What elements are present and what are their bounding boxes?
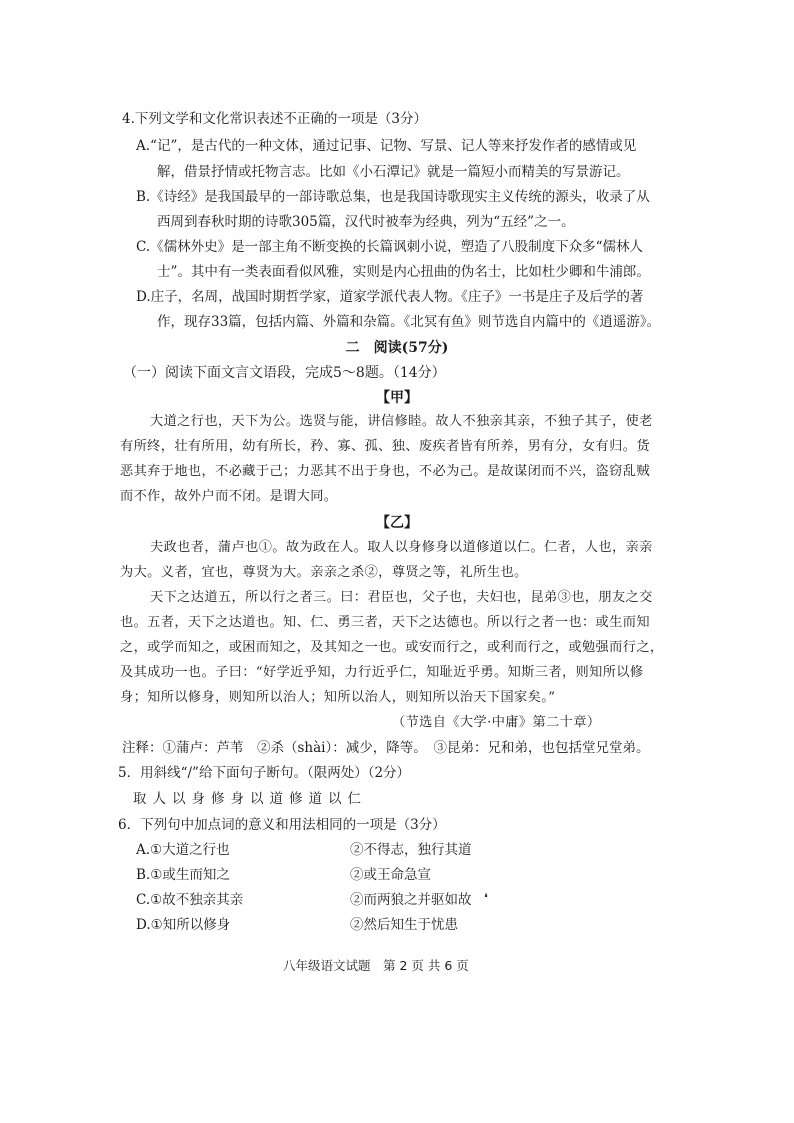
- q6-option-b-left: B.①或生而知之: [136, 867, 230, 883]
- passage-jia-line-1: 大道之行也，天下为公。选贤与能，讲信修睦。故人不独亲其亲，不独子其子，使老: [150, 414, 653, 429]
- passage-yi-label-text: 【乙】: [376, 515, 418, 531]
- passage-yi-line-7: 身；知所以修身，则知所以治人；知所以治人，则知所以治天下国家矣。”: [120, 690, 556, 705]
- passage-notes: 注释：①蒲卢：芦苇 ②杀（shài）：减少，降等。 ③昆弟：兄和弟，也包括堂兄堂弟。: [122, 740, 650, 756]
- section-intro: （一）阅读下面文言文语段，完成5～8题。（14分）: [123, 365, 446, 381]
- q6-option-a-left: A.①大道之行也: [136, 842, 230, 858]
- passage-yi-source: （节选自《大学·中庸》第二十章）: [392, 715, 601, 730]
- passage-yi-line-5: 之，或学而知之，或困而知之，及其知之一也。或安而行之，或利而行之，或勉强而行之，: [120, 640, 664, 655]
- pen-mark: ❛: [484, 891, 488, 905]
- option-a-line-1: A.“记”，是古代的一种文体，通过记事、记物、写景、记人等来抒发作者的感情或见: [136, 138, 637, 154]
- option-d-line-1: D.庄子，名周，战国时期哲学家，道家学派代表人物。《庄子》一书是庄子及后学的著: [136, 289, 644, 305]
- passage-jia-label: [0, 389, 794, 407]
- option-b-line-2: 西周到春秋时期的诗歌305篇，汉代时被奉为经典，列为“五经”之一。: [157, 214, 575, 230]
- option-b-line-1: B.《诗经》是我国最早的一部诗歌总集，也是我国诗歌现实主义传统的源头，收录了从: [136, 189, 650, 205]
- question-5-stem: 5．用斜线“/”给下面句子断句。（限两处）（2分）: [118, 765, 411, 781]
- question-6-stem: 6．下列句中加点词的意义和用法相同的一项是（3分）: [118, 817, 446, 833]
- q6-option-c-right: ②而两狼之并驱如故: [350, 892, 472, 908]
- option-c-line-2: 士”。其中有一类表面看似风雅，实则是内心扭曲的伪名士，比如杜少卿和牛浦郎。: [157, 264, 650, 280]
- q6-option-d-right: ②然后知生于忧患: [350, 917, 458, 933]
- option-d-line-2: 作，现存33篇，包括内篇、外篇和杂篇。《北冥有鱼》则节选自内篇中的《逍遥游》。: [157, 314, 661, 330]
- passage-yi-line-6: 及其成功一也。子曰：“好学近乎知，力行近乎仁，知耻近乎勇。知斯三者，则知所以修: [120, 665, 644, 680]
- passage-yi-line-2: 为大。义者，宜也，尊贤为大。亲亲之杀②，尊贤之等，礼所生也。: [120, 565, 528, 580]
- q6-option-d-left: D.①知所以修身: [136, 917, 231, 933]
- q6-option-c-left: C.①故不独亲其亲: [136, 892, 244, 908]
- passage-jia-label-text: 【甲】: [376, 390, 418, 406]
- option-c-line-1: C.《儒林外史》是一部主角不断变换的长篇讽刺小说，塑造了八股制度下众多“儒林人: [136, 239, 644, 255]
- passage-jia-line-2: 有所终，壮有所用，幼有所长，矜、寡、孤、独、废疾者皆有所养，男有分，女有归。货: [120, 439, 650, 454]
- option-a-line-2: 解，借景抒情或托物言志。比如《小石潭记》就是一篇短小而精美的写景游记。: [157, 164, 630, 180]
- question-5-sentence: 取人以身修身以道修道以仁: [133, 791, 367, 807]
- passage-yi-label: [0, 514, 794, 532]
- passage-yi-line-1: 夫政也者，蒲卢也①。故为政在人。取人以身修身以道修道以仁。仁者，人也，亲亲: [150, 540, 653, 555]
- q6-option-a-right: ②不得志，独行其道: [350, 842, 472, 858]
- question-4-stem: 4.下列文学和文化常识表述不正确的一项是（3分）: [122, 111, 427, 127]
- passage-jia-line-4: 而不作，故外户而不闭。是谓大同。: [120, 489, 338, 504]
- section-title: [0, 339, 794, 357]
- passage-yi-line-3: 天下之达道五，所以行之者三。曰：君臣也，父子也，夫妇也，昆弟③也，朋友之交: [150, 590, 653, 605]
- passage-yi-line-4: 也。五者，天下之达道也。知、仁、勇三者，天下之达德也。所以行之者一也：或生而知: [120, 615, 650, 630]
- q6-option-b-right: ②或王命急宣: [350, 867, 431, 883]
- passage-jia-line-3: 恶其弃于地也，不必藏于己；力恶其不出于身也，不必为己。是故谋闭而不兴，盗窃乱贼: [120, 464, 650, 479]
- section-title-text: 二 阅读(57分): [345, 340, 449, 356]
- page-footer: 八年级语文试题 第 2 页 共 6 页: [283, 958, 469, 973]
